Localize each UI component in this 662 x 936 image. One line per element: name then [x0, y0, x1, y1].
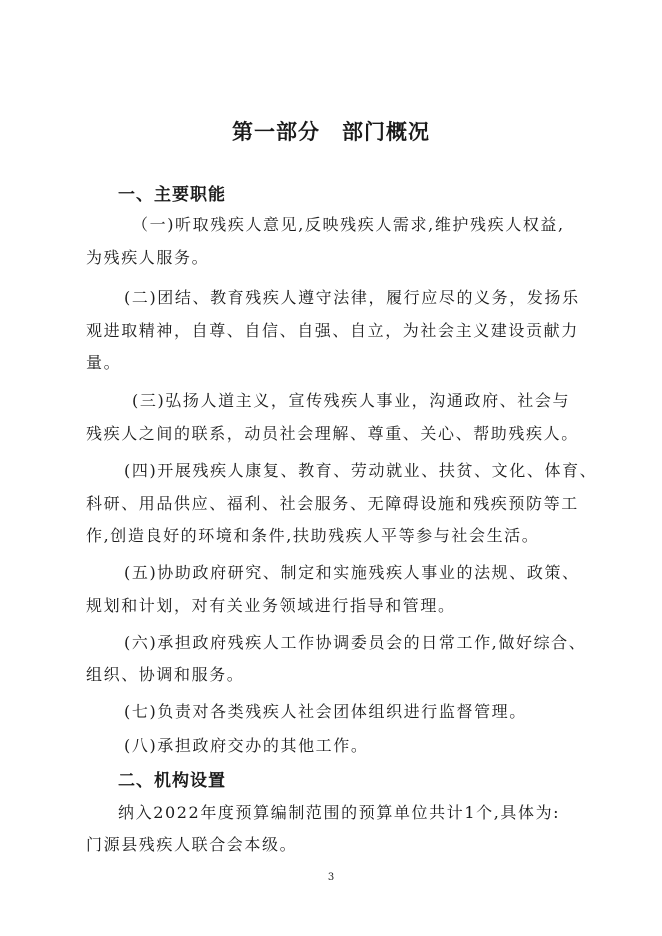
paragraph-line: (四)开展残疾人康复、教育、劳动就业、扶贫、文化、体育、 [124, 461, 598, 480]
paragraph-line: 科研、用品供应、福利、社会服务、无障碍设施和残疾预防等工 [86, 494, 579, 513]
paragraph-line: 观进取精神，自尊、自信、自强、自立，为社会主义建设贡献力 [86, 321, 579, 340]
paragraph-line: 纳入2022年度预算编制范围的预算单位共计1个,具体为: [118, 803, 561, 822]
paragraph-line: 作,创造良好的环境和条件,扶助残疾人平等参与社会生活。 [86, 526, 540, 545]
paragraph-line: （一)听取残疾人意见,反映残疾人需求,维护残疾人权益, [132, 215, 565, 234]
paragraph-line: 组织、协调和服务。 [86, 665, 245, 684]
paragraph-line: 为残疾人服务。 [86, 248, 210, 267]
paragraph-line: (二)团结、教育残疾人遵守法律，履行应尽的义务，发扬乐 [124, 288, 580, 307]
section-heading-functions: 一、主要职能 [118, 185, 226, 205]
paragraph-line: (六)承担政府残疾人工作协调委员会的日常工作,做好综合、 [124, 633, 587, 652]
paragraph-line: (七)负责对各类残疾人社会团体组织进行监督管理。 [124, 702, 527, 721]
paragraph-line: 规划和计划，对有关业务领域进行指导和管理。 [86, 596, 456, 615]
paragraph-line: (八)承担政府交办的其他工作。 [124, 736, 369, 755]
paragraph-line: 量。 [86, 353, 122, 372]
paragraph-line: (五)协助政府研究、制定和实施残疾人事业的法规、政策、 [124, 563, 580, 582]
paragraph-line: 残疾人之间的联系，动员社会理解、尊重、关心、帮助残疾人。 [86, 424, 579, 443]
paragraph-line: (三)弘扬人道主义，宣传残疾人事业，沟通政府、社会与 [132, 391, 571, 410]
page-number: 3 [327, 872, 335, 883]
page-title: 第一部分 部门概况 [232, 120, 430, 144]
paragraph-line: 门源县残疾人联合会本级。 [86, 835, 298, 854]
section-heading-organization: 二、机构设置 [118, 771, 226, 791]
